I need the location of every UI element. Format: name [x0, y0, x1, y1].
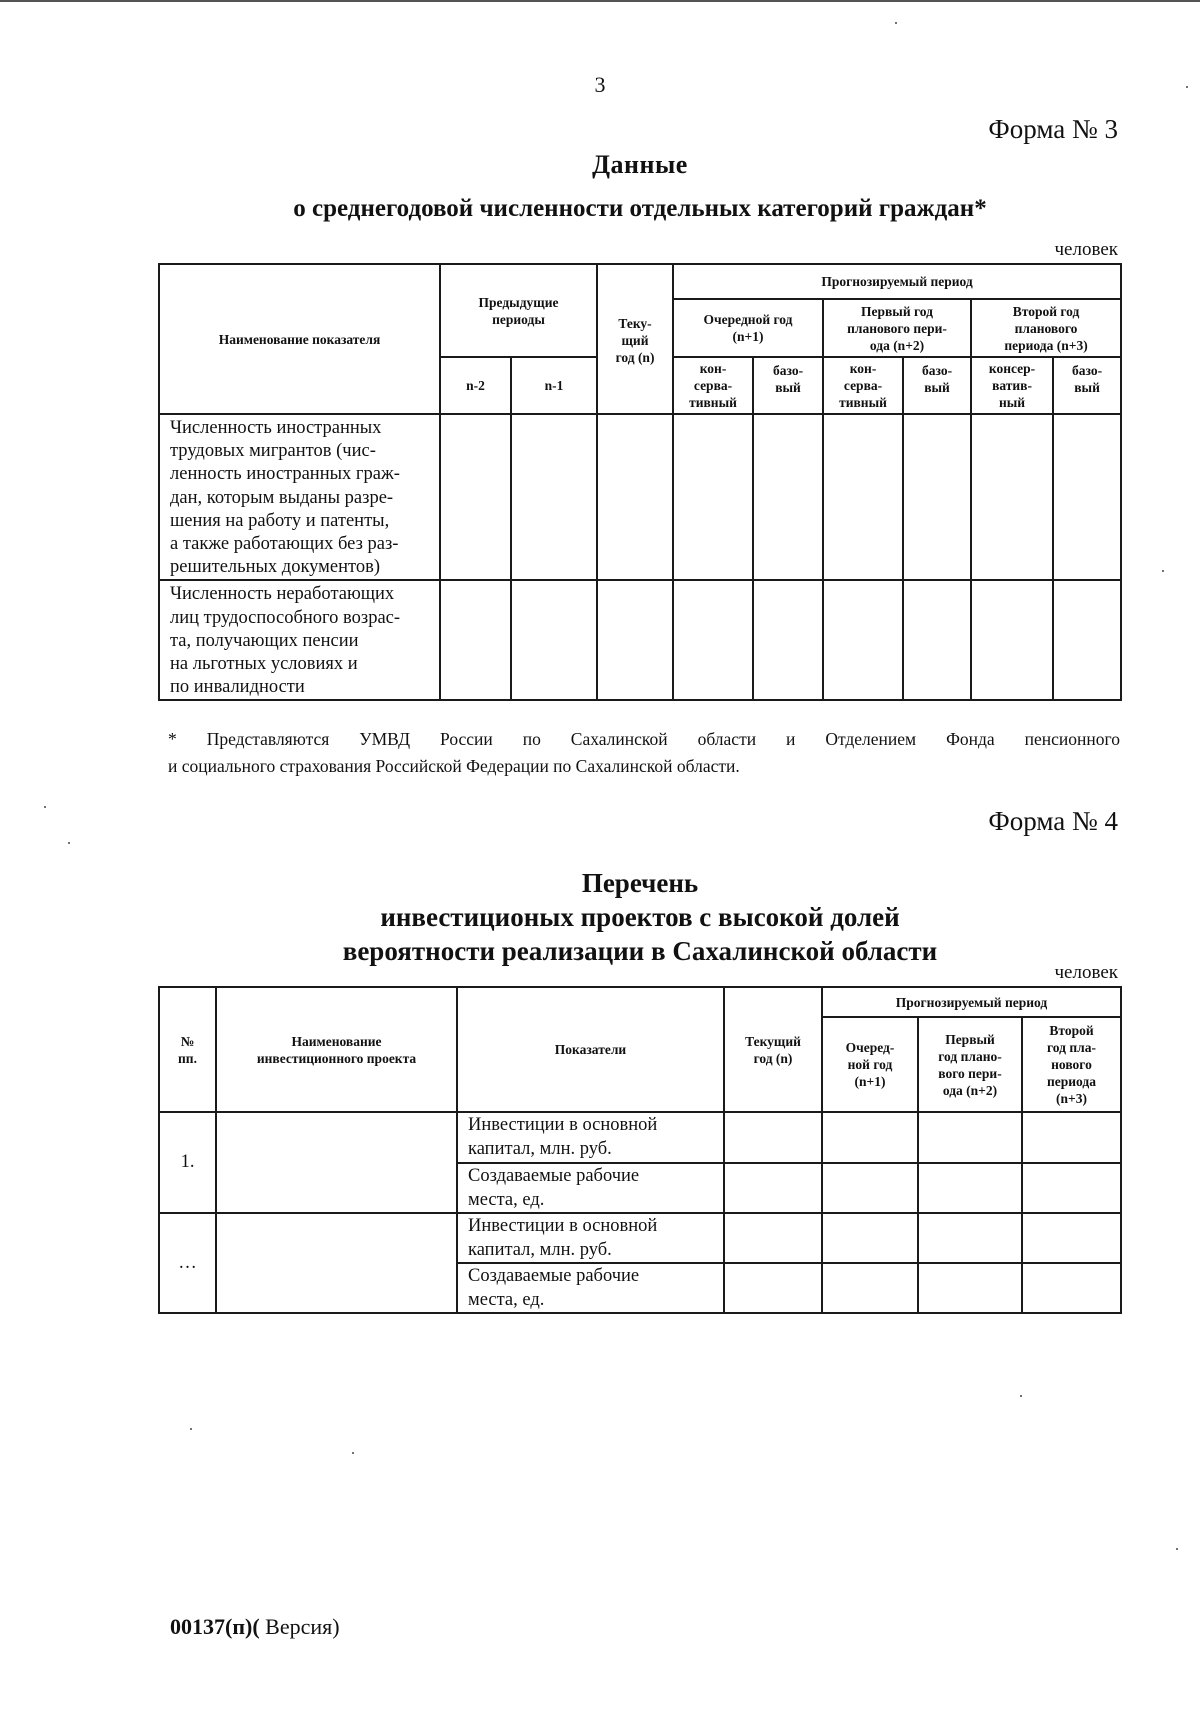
header-base-n3: базо- вый: [1053, 357, 1121, 414]
value-cell[interactable]: [673, 580, 753, 700]
value-cell[interactable]: [822, 1163, 918, 1213]
header-previous-periods: Предыдущие периоды: [440, 264, 597, 357]
table-row: [159, 1213, 1121, 1263]
value-cell[interactable]: [971, 414, 1053, 580]
row-label-foreign-migrants: Численность иностранных трудовых мигрантов (чис- ленность иностранных граж- дан, которым выданы разре- шения на работу и патенты, а также работающих без раз- решительных документов): [159, 414, 440, 580]
form3-title: Данные: [592, 150, 688, 179]
value-cell[interactable]: [673, 414, 753, 580]
header-forecast-period: Прогнозируемый период: [673, 264, 1121, 299]
scan-speck: [352, 1452, 354, 1454]
scan-speck: [1162, 570, 1164, 572]
indicator-jobs: Создаваемые рабочие места, ед.: [457, 1163, 724, 1213]
value-cell[interactable]: [724, 1213, 822, 1263]
value-cell[interactable]: [823, 414, 903, 580]
header-forecast-period: Прогнозируемый период: [822, 987, 1121, 1017]
page-number: 3: [594, 72, 606, 97]
header-second-plan-year: Второй год планового периода (n+3): [971, 299, 1121, 357]
header-next-year: Очередной год (n+1): [673, 299, 823, 357]
row-number: 1.: [159, 1112, 216, 1213]
value-cell[interactable]: [511, 580, 597, 700]
header-number: № пп.: [159, 987, 216, 1112]
header-current-year: Текущий год (n): [724, 987, 822, 1112]
value-cell[interactable]: [724, 1163, 822, 1213]
header-next-year: Очеред- ной год (n+1): [822, 1017, 918, 1112]
scan-speck: [68, 842, 70, 844]
header-first-plan-year: Первый год плано- вого пери- ода (n+2): [918, 1017, 1022, 1112]
value-cell[interactable]: [1022, 1263, 1121, 1313]
header-base-n2: базо- вый: [903, 357, 971, 414]
table-row: [159, 580, 1121, 700]
scan-speck: [190, 1428, 192, 1430]
form4-table: [158, 986, 1122, 1314]
form3-unit: человек: [1054, 239, 1118, 260]
form4-unit: человек: [1054, 962, 1118, 983]
value-cell[interactable]: [597, 414, 673, 580]
value-cell[interactable]: [440, 414, 511, 580]
value-cell[interactable]: [1022, 1112, 1121, 1163]
scan-top-edge: [0, 0, 1200, 2]
header-n-minus-2: n-2: [440, 357, 511, 414]
form4-label: Форма № 4: [988, 806, 1118, 836]
form3-table: [158, 263, 1122, 701]
header-n-minus-1: n-1: [511, 357, 597, 414]
value-cell[interactable]: [822, 1112, 918, 1163]
value-cell[interactable]: [1053, 580, 1121, 700]
value-cell[interactable]: [918, 1213, 1022, 1263]
table-row: [159, 1112, 1121, 1163]
value-cell[interactable]: [511, 414, 597, 580]
header-indicator-name: Наименование показателя: [159, 264, 440, 414]
indicator-investments: Инвестиции в основной капитал, млн. руб.: [457, 1112, 724, 1163]
project-name-cell[interactable]: [216, 1112, 457, 1213]
header-conservative-n1: кон- серва- тивный: [673, 357, 753, 414]
form3-subtitle: о среднегодовой численности отдельных категорий граждан*: [293, 195, 987, 222]
form3-label: Форма № 3: [988, 114, 1118, 144]
header-current-year: Теку- щий год (n): [597, 264, 673, 414]
value-cell[interactable]: [1022, 1163, 1121, 1213]
row-label-nonworking-pensioners: Численность неработающих лиц трудоспособного возрас- та, получающих пенсии на льготных условиях и по инвалидности: [159, 580, 440, 700]
document-code: 00137(п)( Версия): [170, 1614, 340, 1639]
header-indicators: Показатели: [457, 987, 724, 1112]
scan-speck: [895, 22, 897, 24]
value-cell[interactable]: [597, 580, 673, 700]
form3-footnote: * Представляются УМВД России по Сахалинской области и Отделением Фонда пенсионного и социального страхования Российской Федерации по Сахалинской области.: [168, 729, 1120, 776]
scan-speck: [1020, 1395, 1022, 1397]
header-second-plan-year: Второй год пла- нового периода (n+3): [1022, 1017, 1121, 1112]
indicator-jobs: Создаваемые рабочие места, ед.: [457, 1263, 724, 1313]
scan-speck: [44, 806, 46, 808]
table-row: [159, 414, 1121, 580]
value-cell[interactable]: [822, 1263, 918, 1313]
header-base-n1: базо- вый: [753, 357, 823, 414]
scan-speck: [1176, 1548, 1178, 1550]
value-cell[interactable]: [822, 1213, 918, 1263]
value-cell[interactable]: [918, 1163, 1022, 1213]
value-cell[interactable]: [753, 580, 823, 700]
value-cell[interactable]: [724, 1112, 822, 1163]
value-cell[interactable]: [1053, 414, 1121, 580]
value-cell[interactable]: [724, 1263, 822, 1313]
header-project-name: Наименование инвестиционного проекта: [216, 987, 457, 1112]
indicator-investments: Инвестиции в основной капитал, млн. руб.: [457, 1213, 724, 1263]
value-cell[interactable]: [903, 580, 971, 700]
value-cell[interactable]: [823, 580, 903, 700]
row-number: …: [159, 1213, 216, 1313]
header-conservative-n3: консер- ватив- ный: [971, 357, 1053, 414]
value-cell[interactable]: [753, 414, 823, 580]
scan-speck: [1186, 86, 1188, 88]
header-conservative-n2: кон- серва- тивный: [823, 357, 903, 414]
project-name-cell[interactable]: [216, 1213, 457, 1313]
value-cell[interactable]: [918, 1112, 1022, 1163]
value-cell[interactable]: [440, 580, 511, 700]
header-first-plan-year: Первый год планового пери- ода (n+2): [823, 299, 971, 357]
value-cell[interactable]: [918, 1263, 1022, 1313]
value-cell[interactable]: [903, 414, 971, 580]
value-cell[interactable]: [1022, 1213, 1121, 1263]
form4-title: Перечень инвестиционых проектов с высокой долей вероятности реализации в Сахалинской области: [342, 868, 938, 966]
value-cell[interactable]: [971, 580, 1053, 700]
